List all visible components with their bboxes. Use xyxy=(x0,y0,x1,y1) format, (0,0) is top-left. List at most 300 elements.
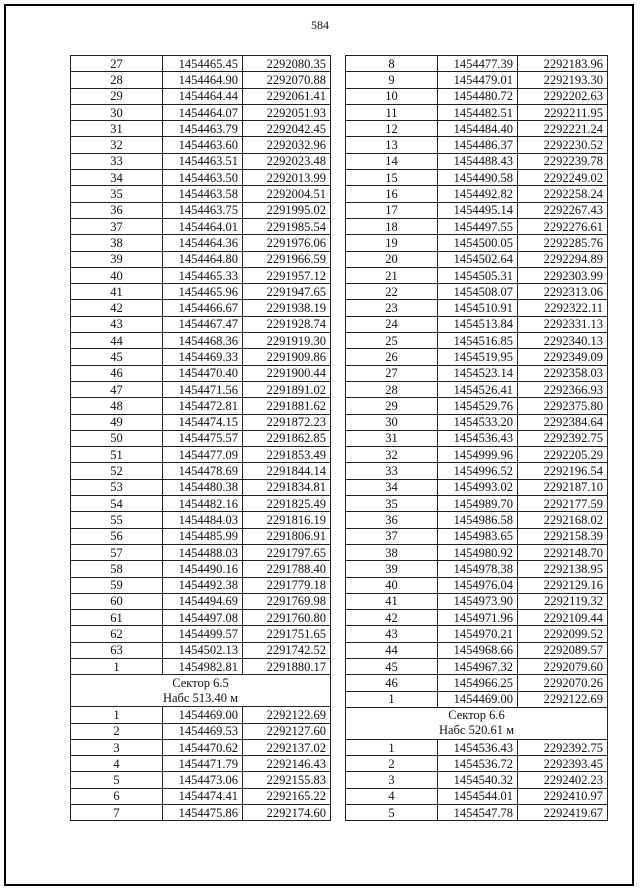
x-coordinate-cell: 1454547.78 xyxy=(438,805,518,821)
table-row xyxy=(71,300,331,316)
x-coordinate-cell: 1454497.08 xyxy=(163,610,243,626)
y-coordinate-cell: 2292148.70 xyxy=(518,544,608,560)
table-row xyxy=(71,414,331,430)
table-row xyxy=(346,788,608,804)
point-number-cell: 19 xyxy=(346,235,438,251)
point-number-cell: 14 xyxy=(346,153,438,169)
x-coordinate-cell: 1454463.51 xyxy=(163,153,243,169)
table-row xyxy=(71,381,331,397)
point-number-cell: 33 xyxy=(71,153,163,169)
y-coordinate-cell: 2292137.02 xyxy=(243,739,331,755)
point-number-cell: 2 xyxy=(346,756,438,772)
y-coordinate-cell: 2292196.54 xyxy=(518,463,608,479)
table-row xyxy=(346,414,608,430)
y-coordinate-cell: 2291995.02 xyxy=(243,202,331,218)
table-row xyxy=(71,235,331,251)
table-row xyxy=(71,186,331,202)
y-coordinate-cell: 2291825.49 xyxy=(243,496,331,512)
x-coordinate-cell: 1454464.36 xyxy=(163,235,243,251)
point-number-cell: 56 xyxy=(71,528,163,544)
y-coordinate-cell: 2292211.95 xyxy=(518,104,608,120)
sector-header-row xyxy=(71,675,331,707)
table-row xyxy=(71,121,331,137)
y-coordinate-cell: 2292392.75 xyxy=(518,430,608,446)
point-number-cell: 55 xyxy=(71,512,163,528)
point-number-cell: 12 xyxy=(346,121,438,137)
table-row xyxy=(346,544,608,560)
y-coordinate-cell: 2292349.09 xyxy=(518,349,608,365)
table-row xyxy=(346,186,608,202)
point-number-cell: 45 xyxy=(346,658,438,674)
coordinates-table-right xyxy=(345,55,608,821)
y-coordinate-cell: 2291919.30 xyxy=(243,333,331,349)
table-row xyxy=(346,104,608,120)
x-coordinate-cell: 1454465.96 xyxy=(163,284,243,300)
table-row xyxy=(346,300,608,316)
table-row xyxy=(71,528,331,544)
point-number-cell: 5 xyxy=(346,805,438,821)
x-coordinate-cell: 1454533.20 xyxy=(438,414,518,430)
y-coordinate-cell: 2291751.65 xyxy=(243,626,331,642)
point-number-cell: 30 xyxy=(346,414,438,430)
y-coordinate-cell: 2291881.62 xyxy=(243,398,331,414)
table-row xyxy=(71,284,331,300)
x-coordinate-cell: 1454970.21 xyxy=(438,626,518,642)
table-row xyxy=(71,805,331,821)
table-row xyxy=(346,153,608,169)
y-coordinate-cell: 2292127.60 xyxy=(243,723,331,739)
x-coordinate-cell: 1454492.38 xyxy=(163,577,243,593)
x-coordinate-cell: 1454469.00 xyxy=(163,707,243,723)
y-coordinate-cell: 2292358.03 xyxy=(518,365,608,381)
y-coordinate-cell: 2292410.97 xyxy=(518,788,608,804)
x-coordinate-cell: 1454474.15 xyxy=(163,414,243,430)
y-coordinate-cell: 2292122.69 xyxy=(518,691,608,707)
y-coordinate-cell: 2292146.43 xyxy=(243,756,331,772)
coordinates-table-left xyxy=(70,55,331,821)
y-coordinate-cell: 2292013.99 xyxy=(243,170,331,186)
point-number-cell: 45 xyxy=(71,349,163,365)
point-number-cell: 4 xyxy=(71,756,163,772)
y-coordinate-cell: 2291816.19 xyxy=(243,512,331,528)
x-coordinate-cell: 1454478.69 xyxy=(163,463,243,479)
point-number-cell: 31 xyxy=(346,430,438,446)
x-coordinate-cell: 1454536.43 xyxy=(438,430,518,446)
y-coordinate-cell: 2291938.19 xyxy=(243,300,331,316)
x-coordinate-cell: 1454526.41 xyxy=(438,381,518,397)
x-coordinate-cell: 1454510.91 xyxy=(438,300,518,316)
point-number-cell: 37 xyxy=(346,528,438,544)
table-row xyxy=(346,365,608,381)
y-coordinate-cell: 2291853.49 xyxy=(243,447,331,463)
table-row xyxy=(346,202,608,218)
x-coordinate-cell: 1454494.69 xyxy=(163,593,243,609)
sector-header-row xyxy=(346,707,608,739)
point-number-cell: 1 xyxy=(71,707,163,723)
table-row xyxy=(346,642,608,658)
point-number-cell: 44 xyxy=(71,333,163,349)
point-number-cell: 3 xyxy=(71,739,163,755)
x-coordinate-cell: 1454536.43 xyxy=(438,739,518,755)
table-row xyxy=(71,202,331,218)
point-number-cell: 1 xyxy=(71,658,163,674)
y-coordinate-cell: 2292313.06 xyxy=(518,284,608,300)
x-coordinate-cell: 1454467.47 xyxy=(163,316,243,332)
table-row xyxy=(71,170,331,186)
point-number-cell: 60 xyxy=(71,593,163,609)
sector-elevation: Набс 520.61 м xyxy=(438,723,515,738)
table-row xyxy=(71,642,331,658)
table-row xyxy=(71,430,331,446)
y-coordinate-cell: 2292070.88 xyxy=(243,72,331,88)
point-number-cell: 61 xyxy=(71,610,163,626)
table-row xyxy=(346,772,608,788)
y-coordinate-cell: 2291947.65 xyxy=(243,284,331,300)
x-coordinate-cell: 1454465.33 xyxy=(163,267,243,283)
point-number-cell: 51 xyxy=(71,447,163,463)
x-coordinate-cell: 1454480.38 xyxy=(163,479,243,495)
table-row xyxy=(71,251,331,267)
table-row xyxy=(71,463,331,479)
point-number-cell: 39 xyxy=(346,561,438,577)
table-row xyxy=(346,121,608,137)
x-coordinate-cell: 1454464.80 xyxy=(163,251,243,267)
x-coordinate-cell: 1454490.16 xyxy=(163,561,243,577)
x-coordinate-cell: 1454469.00 xyxy=(438,691,518,707)
x-coordinate-cell: 1454463.58 xyxy=(163,186,243,202)
table-row xyxy=(71,153,331,169)
table-row xyxy=(71,707,331,723)
x-coordinate-cell: 1454469.53 xyxy=(163,723,243,739)
table-row xyxy=(346,496,608,512)
point-number-cell: 13 xyxy=(346,137,438,153)
x-coordinate-cell: 1454488.03 xyxy=(163,544,243,560)
x-coordinate-cell: 1454463.79 xyxy=(163,121,243,137)
point-number-cell: 5 xyxy=(71,772,163,788)
y-coordinate-cell: 2292155.83 xyxy=(243,772,331,788)
point-number-cell: 11 xyxy=(346,104,438,120)
y-coordinate-cell: 2292249.02 xyxy=(518,170,608,186)
x-coordinate-cell: 1454464.07 xyxy=(163,104,243,120)
point-number-cell: 10 xyxy=(346,88,438,104)
y-coordinate-cell: 2292276.61 xyxy=(518,218,608,234)
x-coordinate-cell: 1454477.09 xyxy=(163,447,243,463)
point-number-cell: 22 xyxy=(346,284,438,300)
x-coordinate-cell: 1454463.50 xyxy=(163,170,243,186)
y-coordinate-cell: 2292109.44 xyxy=(518,610,608,626)
x-coordinate-cell: 1454475.86 xyxy=(163,805,243,821)
table-row xyxy=(71,544,331,560)
table-row xyxy=(346,316,608,332)
point-number-cell: 41 xyxy=(71,284,163,300)
table-row xyxy=(346,479,608,495)
y-coordinate-cell: 2292202.63 xyxy=(518,88,608,104)
y-coordinate-cell: 2292089.57 xyxy=(518,642,608,658)
table-row xyxy=(71,218,331,234)
point-number-cell: 27 xyxy=(346,365,438,381)
x-coordinate-cell: 1454505.31 xyxy=(438,267,518,283)
x-coordinate-cell: 1454477.39 xyxy=(438,56,518,72)
point-number-cell: 4 xyxy=(346,788,438,804)
point-number-cell: 49 xyxy=(71,414,163,430)
table-row xyxy=(346,88,608,104)
table-row xyxy=(71,349,331,365)
y-coordinate-cell: 2291844.14 xyxy=(243,463,331,479)
table-row xyxy=(346,218,608,234)
point-number-cell: 62 xyxy=(71,626,163,642)
y-coordinate-cell: 2291862.85 xyxy=(243,430,331,446)
table-row xyxy=(71,104,331,120)
point-number-cell: 8 xyxy=(346,56,438,72)
x-coordinate-cell: 1454471.56 xyxy=(163,381,243,397)
x-coordinate-cell: 1454479.01 xyxy=(438,72,518,88)
y-coordinate-cell: 2292258.24 xyxy=(518,186,608,202)
table-row xyxy=(346,658,608,674)
table-row xyxy=(346,675,608,691)
y-coordinate-cell: 2291806.91 xyxy=(243,528,331,544)
y-coordinate-cell: 2292129.16 xyxy=(518,577,608,593)
point-number-cell: 58 xyxy=(71,561,163,577)
x-coordinate-cell: 1454486.37 xyxy=(438,137,518,153)
table-row xyxy=(71,496,331,512)
x-coordinate-cell: 1454980.92 xyxy=(438,544,518,560)
y-coordinate-cell: 2292061.41 xyxy=(243,88,331,104)
table-row xyxy=(346,626,608,642)
y-coordinate-cell: 2292285.76 xyxy=(518,235,608,251)
point-number-cell: 38 xyxy=(71,235,163,251)
y-coordinate-cell: 2291880.17 xyxy=(243,658,331,674)
y-coordinate-cell: 2291834.81 xyxy=(243,479,331,495)
x-coordinate-cell: 1454465.45 xyxy=(163,56,243,72)
x-coordinate-cell: 1454472.81 xyxy=(163,398,243,414)
point-number-cell: 34 xyxy=(346,479,438,495)
point-number-cell: 43 xyxy=(71,316,163,332)
y-coordinate-cell: 2292331.13 xyxy=(518,316,608,332)
x-coordinate-cell: 1454464.44 xyxy=(163,88,243,104)
table-row xyxy=(71,137,331,153)
x-coordinate-cell: 1454536.72 xyxy=(438,756,518,772)
point-number-cell: 46 xyxy=(346,675,438,691)
table-row xyxy=(346,349,608,365)
y-coordinate-cell: 2291891.02 xyxy=(243,381,331,397)
table-row xyxy=(346,561,608,577)
y-coordinate-cell: 2291769.98 xyxy=(243,593,331,609)
x-coordinate-cell: 1454999.96 xyxy=(438,447,518,463)
x-coordinate-cell: 1454523.14 xyxy=(438,365,518,381)
point-number-cell: 40 xyxy=(71,267,163,283)
table-row xyxy=(346,137,608,153)
point-number-cell: 23 xyxy=(346,300,438,316)
point-number-cell: 63 xyxy=(71,642,163,658)
table-row xyxy=(71,593,331,609)
y-coordinate-cell: 2291779.18 xyxy=(243,577,331,593)
table-row xyxy=(71,316,331,332)
point-number-cell: 34 xyxy=(71,170,163,186)
y-coordinate-cell: 2292239.78 xyxy=(518,153,608,169)
y-coordinate-cell: 2292366.93 xyxy=(518,381,608,397)
point-number-cell: 42 xyxy=(71,300,163,316)
y-coordinate-cell: 2292004.51 xyxy=(243,186,331,202)
point-number-cell: 21 xyxy=(346,267,438,283)
y-coordinate-cell: 2291985.54 xyxy=(243,218,331,234)
table-row xyxy=(346,577,608,593)
point-number-cell: 32 xyxy=(346,447,438,463)
y-coordinate-cell: 2292419.67 xyxy=(518,805,608,821)
point-number-cell: 53 xyxy=(71,479,163,495)
table-row xyxy=(346,333,608,349)
point-number-cell: 28 xyxy=(346,381,438,397)
point-number-cell: 18 xyxy=(346,218,438,234)
point-number-cell: 15 xyxy=(346,170,438,186)
point-number-cell: 35 xyxy=(71,186,163,202)
table-row xyxy=(71,788,331,804)
point-number-cell: 50 xyxy=(71,430,163,446)
x-coordinate-cell: 1454490.58 xyxy=(438,170,518,186)
point-number-cell: 48 xyxy=(71,398,163,414)
x-coordinate-cell: 1454470.62 xyxy=(163,739,243,755)
x-coordinate-cell: 1454485.99 xyxy=(163,528,243,544)
y-coordinate-cell: 2291788.40 xyxy=(243,561,331,577)
x-coordinate-cell: 1454468.36 xyxy=(163,333,243,349)
point-number-cell: 39 xyxy=(71,251,163,267)
table-row xyxy=(71,333,331,349)
point-number-cell: 37 xyxy=(71,218,163,234)
point-number-cell: 1 xyxy=(346,691,438,707)
table-row xyxy=(346,528,608,544)
point-number-cell: 26 xyxy=(346,349,438,365)
sector-header-cell xyxy=(346,707,608,739)
y-coordinate-cell: 2292165.22 xyxy=(243,788,331,804)
y-coordinate-cell: 2291760.80 xyxy=(243,610,331,626)
sector-title: Сектор 6.6 xyxy=(448,708,505,723)
point-number-cell: 40 xyxy=(346,577,438,593)
x-coordinate-cell: 1454996.52 xyxy=(438,463,518,479)
table-row xyxy=(346,381,608,397)
table-row xyxy=(346,235,608,251)
y-coordinate-cell: 2292138.95 xyxy=(518,561,608,577)
point-number-cell: 30 xyxy=(71,104,163,120)
point-number-cell: 16 xyxy=(346,186,438,202)
x-coordinate-cell: 1454497.55 xyxy=(438,218,518,234)
y-coordinate-cell: 2291909.86 xyxy=(243,349,331,365)
x-coordinate-cell: 1454473.06 xyxy=(163,772,243,788)
point-number-cell: 29 xyxy=(71,88,163,104)
table-row xyxy=(346,72,608,88)
table-row xyxy=(346,398,608,414)
x-coordinate-cell: 1454502.13 xyxy=(163,642,243,658)
table-row xyxy=(346,739,608,755)
x-coordinate-cell: 1454464.90 xyxy=(163,72,243,88)
point-number-cell: 2 xyxy=(71,723,163,739)
x-coordinate-cell: 1454986.58 xyxy=(438,512,518,528)
x-coordinate-cell: 1454508.07 xyxy=(438,284,518,300)
point-number-cell: 25 xyxy=(346,333,438,349)
point-number-cell: 17 xyxy=(346,202,438,218)
y-coordinate-cell: 2291957.12 xyxy=(243,267,331,283)
x-coordinate-cell: 1454978.38 xyxy=(438,561,518,577)
x-coordinate-cell: 1454516.85 xyxy=(438,333,518,349)
y-coordinate-cell: 2292322.11 xyxy=(518,300,608,316)
point-number-cell: 42 xyxy=(346,610,438,626)
table-row xyxy=(71,739,331,755)
y-coordinate-cell: 2292119.32 xyxy=(518,593,608,609)
point-number-cell: 54 xyxy=(71,496,163,512)
table-row xyxy=(71,267,331,283)
x-coordinate-cell: 1454499.57 xyxy=(163,626,243,642)
y-coordinate-cell: 2292402.23 xyxy=(518,772,608,788)
point-number-cell: 57 xyxy=(71,544,163,560)
point-number-cell: 27 xyxy=(71,56,163,72)
table-row xyxy=(346,56,608,72)
point-number-cell: 3 xyxy=(346,772,438,788)
x-coordinate-cell: 1454502.64 xyxy=(438,251,518,267)
y-coordinate-cell: 2291742.52 xyxy=(243,642,331,658)
y-coordinate-cell: 2292340.13 xyxy=(518,333,608,349)
x-coordinate-cell: 1454513.84 xyxy=(438,316,518,332)
y-coordinate-cell: 2292099.52 xyxy=(518,626,608,642)
point-number-cell: 36 xyxy=(71,202,163,218)
point-number-cell: 38 xyxy=(346,544,438,560)
table-row xyxy=(71,479,331,495)
x-coordinate-cell: 1454973.90 xyxy=(438,593,518,609)
sector-elevation: Набс 513.40 м xyxy=(162,690,239,705)
point-number-cell: 44 xyxy=(346,642,438,658)
y-coordinate-cell: 2292375.80 xyxy=(518,398,608,414)
x-coordinate-cell: 1454989.70 xyxy=(438,496,518,512)
y-coordinate-cell: 2292079.60 xyxy=(518,658,608,674)
y-coordinate-cell: 2292384.64 xyxy=(518,414,608,430)
point-number-cell: 46 xyxy=(71,365,163,381)
table-row xyxy=(71,610,331,626)
x-coordinate-cell: 1454469.33 xyxy=(163,349,243,365)
table-row xyxy=(71,577,331,593)
y-coordinate-cell: 2291797.65 xyxy=(243,544,331,560)
x-coordinate-cell: 1454540.32 xyxy=(438,772,518,788)
table-row xyxy=(346,447,608,463)
table-row xyxy=(346,512,608,528)
x-coordinate-cell: 1454544.01 xyxy=(438,788,518,804)
table-row xyxy=(346,593,608,609)
x-coordinate-cell: 1454474.41 xyxy=(163,788,243,804)
y-coordinate-cell: 2292168.02 xyxy=(518,512,608,528)
y-coordinate-cell: 2292122.69 xyxy=(243,707,331,723)
table-row xyxy=(71,658,331,674)
y-coordinate-cell: 2292303.99 xyxy=(518,267,608,283)
y-coordinate-cell: 2291928.74 xyxy=(243,316,331,332)
y-coordinate-cell: 2292392.75 xyxy=(518,739,608,755)
x-coordinate-cell: 1454966.25 xyxy=(438,675,518,691)
point-number-cell: 47 xyxy=(71,381,163,397)
x-coordinate-cell: 1454492.82 xyxy=(438,186,518,202)
point-number-cell: 36 xyxy=(346,512,438,528)
y-coordinate-cell: 2292177.59 xyxy=(518,496,608,512)
table-row xyxy=(346,284,608,300)
sector-title: Сектор 6.5 xyxy=(172,675,229,690)
point-number-cell: 7 xyxy=(71,805,163,821)
y-coordinate-cell: 2292051.93 xyxy=(243,104,331,120)
y-coordinate-cell: 2292032.96 xyxy=(243,137,331,153)
y-coordinate-cell: 2292221.24 xyxy=(518,121,608,137)
x-coordinate-cell: 1454475.57 xyxy=(163,430,243,446)
table-row xyxy=(71,398,331,414)
table-row xyxy=(71,447,331,463)
x-coordinate-cell: 1454500.05 xyxy=(438,235,518,251)
point-number-cell: 31 xyxy=(71,121,163,137)
x-coordinate-cell: 1454482.16 xyxy=(163,496,243,512)
x-coordinate-cell: 1454484.03 xyxy=(163,512,243,528)
x-coordinate-cell: 1454482.51 xyxy=(438,104,518,120)
x-coordinate-cell: 1454529.76 xyxy=(438,398,518,414)
